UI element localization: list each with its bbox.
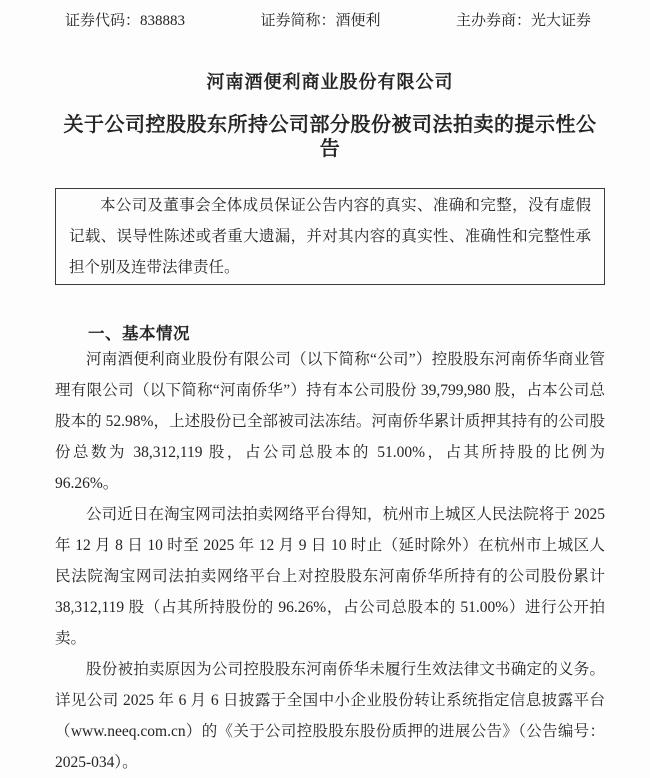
- paragraph-auction-reason: 股份被拍卖原因为公司控股股东河南侨华未履行生效法律文书确定的义务。详见公司 2025 年 6 月 6 日披露于全国中小企业股份转让系统指定信息披露平台（www.neeq.com.cn）的《关于公司控股股东股份质押的进展公告》（公告编号：2025-034）。: [55, 661, 605, 771]
- company-title: 河南酒便利商业股份有限公司: [206, 72, 454, 92]
- sponsor-label: 主办券商：光大证券: [455, 13, 591, 29]
- disclaimer-box: [55, 188, 605, 285]
- paragraph-auction-notice: 公司近日在淘宝网司法拍卖网络平台得知，杭州市上城区人民法院将于 2025 年 12 月 8 日 10 时至 2025 年 12 月 9 日 10 时止（延时除外）在杭州市上城区人民法院淘宝网司法拍卖网络平台上对控股股东河南侨华所持有的公司股份累计 38,312,119 股（占其所持股份的 96.26%，占公司总股本的 51.00%）进行公开拍卖。: [55, 506, 605, 647]
- paragraph-holding-overview: 河南酒便利商业股份有限公司（以下简称“公司”）控股股东河南侨华商业管理有限公司（以下简称“河南侨华”）持有本公司股份 39,799,980 股，占本公司总股本的 52.98%，上述股份已全部被司法冻结。河南侨华累计质押其持有的公司股份总数为 38,312,119 股，占公司总股本的 51.00%，占其所持股的比例为 96.26%。: [55, 351, 605, 492]
- section-heading-basic-info: 一、基本情况: [88, 324, 190, 343]
- announcement-title: 关于公司控股股东所持公司部分股份被司法拍卖的提示性公告: [63, 114, 597, 160]
- security-name-label: 证券简称：酒便利: [260, 13, 381, 29]
- security-code-label: 证券代码：838883: [65, 13, 186, 29]
- document-header: [55, 12, 605, 30]
- disclaimer-text: 本公司及董事会全体成员保证公告内容的真实、准确和完整，没有虚假记载、误导性陈述或者重大遗漏，并对其内容的真实性、准确性和完整性承担个别及连带法律责任。: [69, 197, 591, 276]
